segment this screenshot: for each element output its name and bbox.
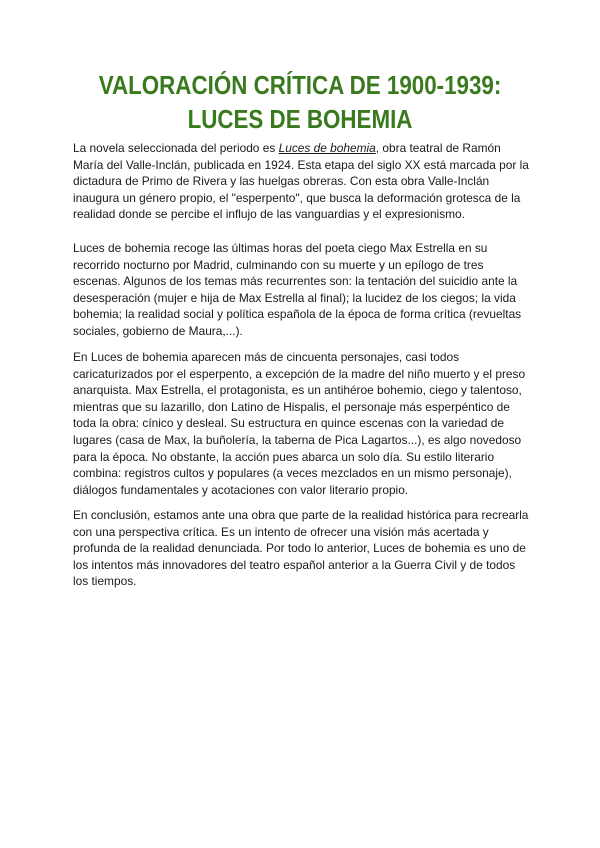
paragraph-summary: Luces de bohemia recoge las últimas horas del poeta ciego Max Estrella en su recorrido nocturno por Madrid, culminando con su muerte y un epílogo de tres escenas. Algunos de los temas más recurrentes son: la tentación del suicidio ante la desesperación (mujer e hija de Max Estrella al final); la lucidez de los ciegos; la vida bohemia; la realidad social y política española de la época de forma crítica (revueltas sociales, gobierno de Maura,...). xyxy=(73,241,522,338)
paragraph-characters: En Luces de bohemia aparecen más de cincuenta personajes, casi todos caricaturizados por el esperpento, a excepción de la madre del niño muerto y el preso anarquista. Max Estrella, el protagonista, es un antihéroe bohemio, ciego y talentoso, mientras que su lazarillo, don Latino de Hispalis, el personaje más esperpéntico de toda la obra: cínico y desleal. Su estructura en quince escenas con la variedad de lugares (casa de Max, la buñolería, la taberna de Pica Lagartos...), es algo novedoso para la época. No obstante, la acción pues abarca un solo día. Su estilo literario combina: registros cultos y populares (a veces mezclados en un mismo personaje), diálogos fundamentales y acotaciones con valor literario propio. xyxy=(73,350,526,497)
paragraph-conclusion: En conclusión, estamos ante una obra que parte de la realidad histórica para recrearla con una perspectiva crítica. Es un intento de ofrecer una visión más acertada y profunda de la realidad denunciada. Por todo lo anterior, Luces de bohemia es uno de los intentos más innovadores del teatro español anterior a la Guerra Civil y de todos los tiempos. xyxy=(73,508,529,589)
paragraph-introduction xyxy=(73,140,533,223)
work-title-reference: Luces de bohemia xyxy=(278,141,376,155)
document-title: VALORACIÓN CRÍTICA DE 1900-1939: LUCES DE BOHEMIA xyxy=(98,70,502,134)
paragraph-introduction-rest: , obra teatral de Ramón María del Valle-Inclán, publicada en 1924. Esta etapa del siglo XX está marcada por la dictadura de Primo de Rivera y las huelgas obreras. Con esta obra Valle-Inclán inaugura un género propio, el "esperpento", que busca la deformación grotesca de la realidad donde se percibe el influjo de las vanguardias y el expresionismo. xyxy=(73,141,529,222)
paragraph-introduction-lead: La novela seleccionada del periodo es xyxy=(73,141,279,155)
